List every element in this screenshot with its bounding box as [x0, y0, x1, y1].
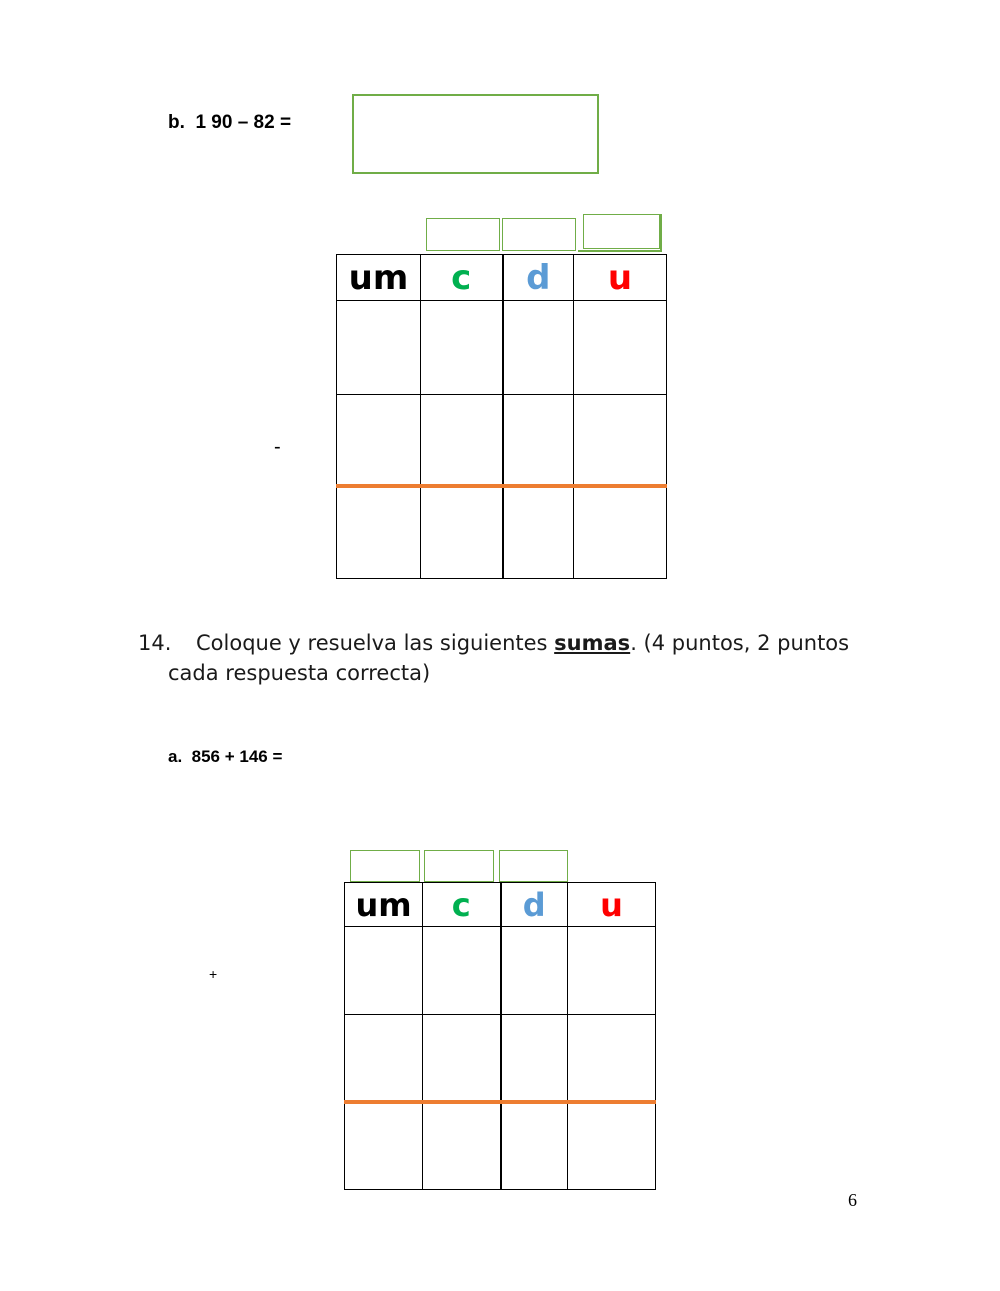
problem-a-label: a. 856 + 146 =: [168, 747, 283, 766]
header-cell-d: [501, 883, 568, 927]
question-14: [138, 628, 898, 688]
grid-header-row: [337, 255, 667, 301]
plus-sign: +: [209, 966, 218, 982]
header-cell-um: [345, 883, 423, 927]
header-u: u: [607, 257, 633, 298]
grid-cell[interactable]: [421, 301, 503, 395]
grid-cell[interactable]: [501, 927, 568, 1015]
grid-cell[interactable]: [345, 1015, 423, 1102]
grid-cell[interactable]: [421, 486, 503, 579]
question-emphasis: sumas: [554, 631, 631, 655]
grid-row-2: [345, 1015, 656, 1102]
question-text-before: Coloque y resuelva las siguientes: [196, 631, 555, 655]
grid-cell[interactable]: [337, 486, 421, 579]
header-d: d: [526, 257, 551, 298]
header-cell-d: [503, 255, 574, 301]
grid-cell[interactable]: [503, 486, 574, 579]
question-line-2: cada respuesta correcta): [168, 661, 431, 685]
grid-cell[interactable]: [423, 927, 501, 1015]
page-number: 6: [848, 1190, 857, 1210]
carry-box-d[interactable]: [499, 850, 568, 882]
minus-sign: -: [274, 436, 281, 458]
carry-box-c[interactable]: [424, 850, 494, 882]
grid-result-row: [345, 1102, 656, 1190]
place-value-grid-a: [344, 882, 656, 1190]
carry-box-c[interactable]: [426, 218, 500, 251]
problem-b-label: b. 1 90 – 82 =: [168, 112, 292, 133]
grid-cell[interactable]: [574, 486, 667, 579]
carry-box-d[interactable]: [502, 218, 576, 251]
grid-result-row: [337, 486, 667, 579]
header-um: um: [355, 885, 412, 924]
header-um: um: [348, 257, 409, 298]
header-cell-u: [574, 255, 667, 301]
grid-row-1: [337, 301, 667, 395]
carry-box-u[interactable]: [583, 214, 660, 249]
grid-cell[interactable]: [574, 301, 667, 395]
grid-cell[interactable]: [337, 395, 421, 486]
header-cell-c: [421, 255, 503, 301]
header-cell-um: [337, 255, 421, 301]
header-cell-u: [568, 883, 656, 927]
question-number: 14.: [138, 631, 172, 655]
header-u: u: [600, 885, 623, 924]
grid-cell[interactable]: [503, 301, 574, 395]
grid-cell[interactable]: [568, 1102, 656, 1190]
place-value-grid-b: [336, 254, 667, 579]
grid-cell[interactable]: [423, 1102, 501, 1190]
grid-cell[interactable]: [503, 395, 574, 486]
grid-cell[interactable]: [337, 301, 421, 395]
grid-cell[interactable]: [501, 1102, 568, 1190]
header-cell-c: [423, 883, 501, 927]
grid-header-row: [345, 883, 656, 927]
grid-row-2: [337, 395, 667, 486]
carry-box-edge: [578, 250, 662, 252]
grid-cell[interactable]: [574, 395, 667, 486]
grid-cell[interactable]: [423, 1015, 501, 1102]
grid-cell[interactable]: [568, 927, 656, 1015]
header-d: d: [522, 885, 546, 924]
grid-cell[interactable]: [345, 927, 423, 1015]
grid-cell[interactable]: [345, 1102, 423, 1190]
grid-row-1: [345, 927, 656, 1015]
grid-cell[interactable]: [501, 1015, 568, 1102]
carry-box-edge: [660, 214, 662, 250]
header-c: c: [451, 885, 471, 924]
grid-cell[interactable]: [421, 395, 503, 486]
header-c: c: [451, 257, 472, 298]
carry-box-um[interactable]: [350, 850, 420, 882]
question-text-after: . (4 puntos, 2 puntos: [630, 631, 850, 655]
grid-cell[interactable]: [568, 1015, 656, 1102]
problem-b-answer-box[interactable]: [352, 94, 599, 174]
